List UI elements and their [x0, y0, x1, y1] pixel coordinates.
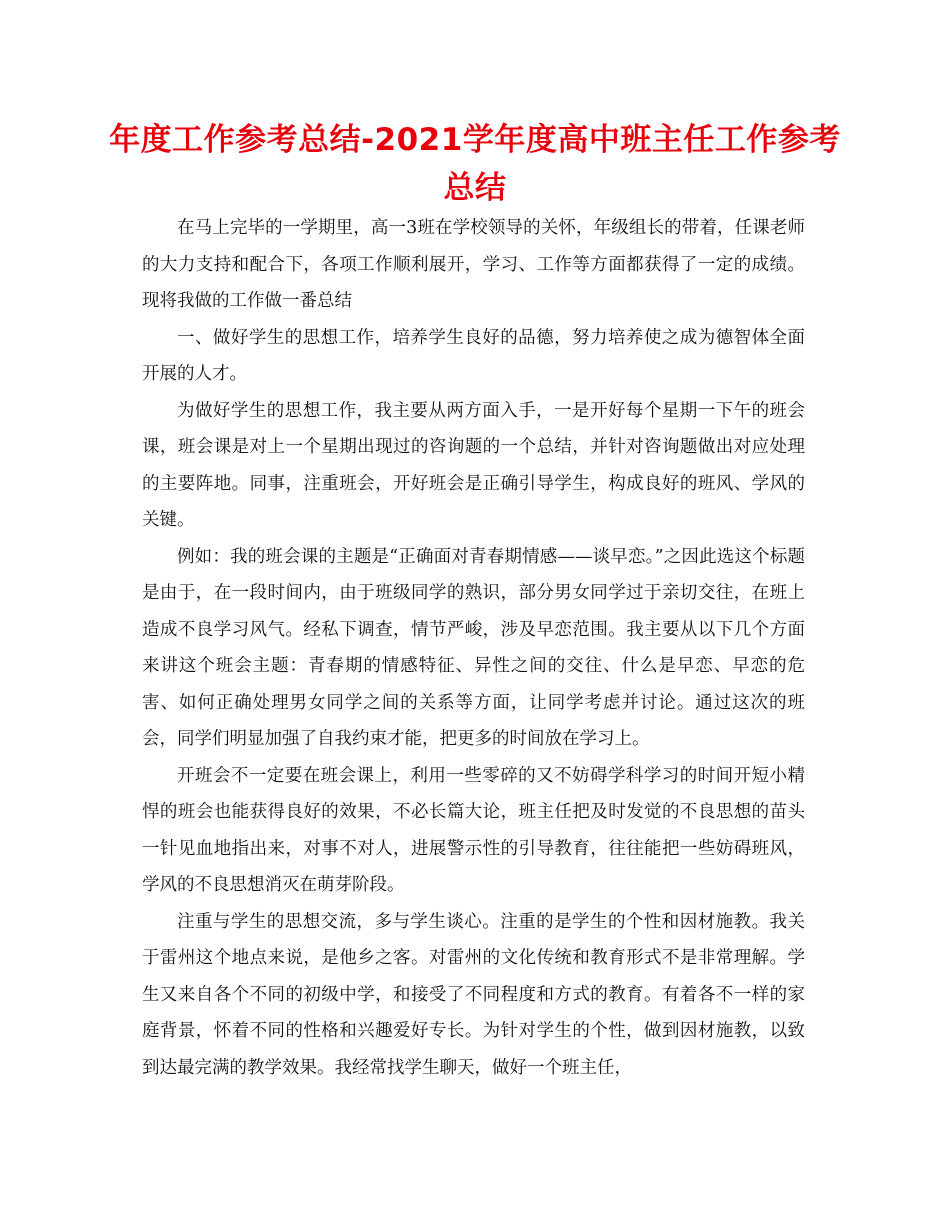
document-body — [142, 210, 805, 1086]
paragraph: 为做好学生的思想工作，我主要从两方面入手，一是开好每个星期一下午的班会课，班会课是对上一个星期出现过的咨询题的一个总结，并针对咨询题做出对应处理的主要阵地。同事，注重班会，开好班会是正确引导学生，构成良好的班风、学风的关键。 — [142, 400, 805, 530]
paragraph: 注重与学生的思想交流，多与学生谈心。注重的是学生的个性和因材施教。我关于雷州这个地点来说，是他乡之客。对雷州的文化传统和教育形式不是非常理解。学生又来自各个不同的初级中学，和接受了不同程度和方式的教育。有着各不一样的家庭背景，怀着不同的性格和兴趣爱好专长。为针对学生的个性，做到因材施教，以致到达最完满的教学效果。我经常找学生聊天，做好一个班主任， — [142, 911, 805, 1078]
paragraph: 开班会不一定要在班会课上，利用一些零碎的又不妨碍学科学习的时间开短小精悍的班会也能获得良好的效果，不必长篇大论，班主任把及时发觉的不良思想的苗头一针见血地指出来，对事不对人，进展警示性的引导教育，往往能把一些妨碍班风，学风的不良思想消灭在萌芽阶段。 — [142, 765, 805, 895]
paragraph: 例如：我的班会课的主题是“正确面对青春期情感——谈早恋。”之因此选这个标题是由于，在一段时间内，由于班级同学的熟识，部分男女同学过于亲切交往，在班上造成不良学习风气。经私下调查，情节严峻，涉及早恋范围。我主要从以下几个方面来讲这个班会主题：青春期的情感特征、异性之间的交往、什么是早恋、早恋的危害、如何正确处理男女同学之间的关系等方面，让同学考虑并讨论。通过这次的班会，同学们明显加强了自我约束才能，把更多的时间放在学习上。 — [142, 546, 805, 749]
paragraph: 一、做好学生的思想工作，培养学生良好的品德，努力培养使之成为德智体全面开展的人才。 — [142, 327, 805, 384]
paragraph: 在马上完毕的一学期里，高一3班在学校领导的关怀，年级组长的带着，任课老师的大力支持和配合下，各项工作顺利展开，学习、工作等方面都获得了一定的成绩。现将我做的工作做一番总结 — [142, 218, 805, 311]
document-title: 年度工作参考总结-2021学年度高中班主任工作参考总结 — [109, 122, 841, 206]
